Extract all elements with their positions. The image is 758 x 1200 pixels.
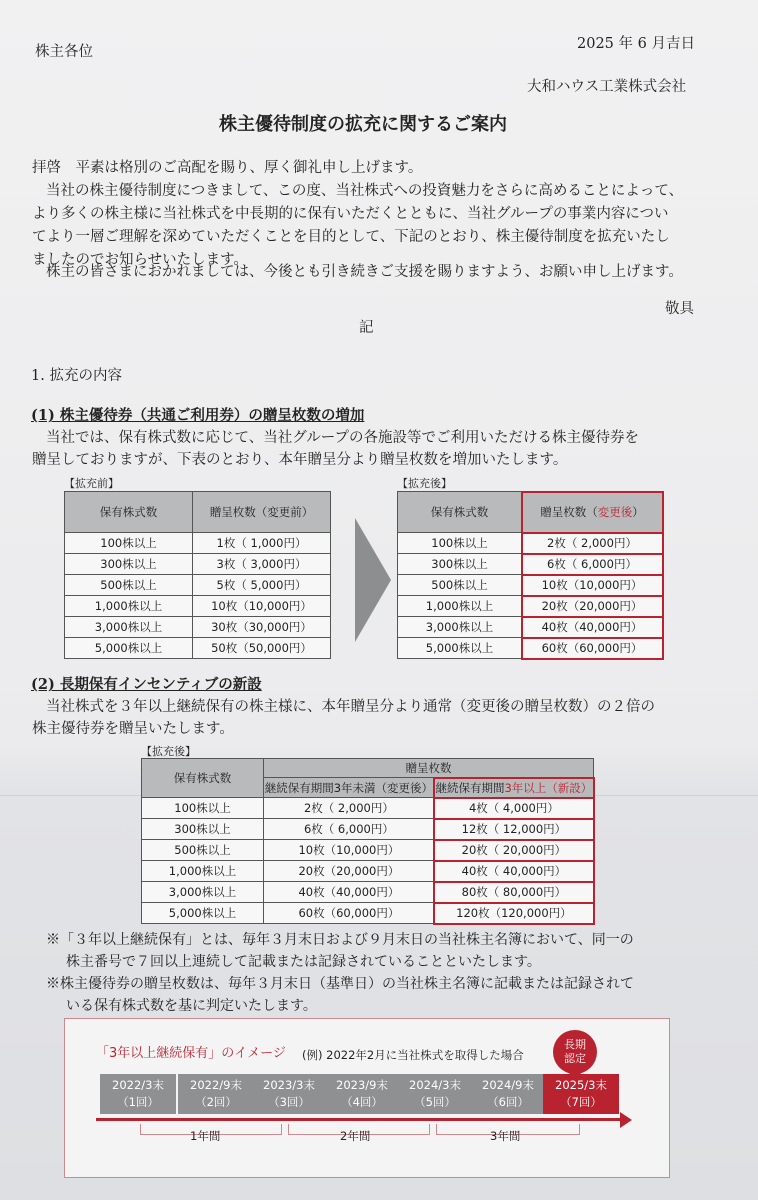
table-row [65, 638, 331, 659]
cell: 5枚（ 5,000円） [193, 575, 331, 596]
step-count: （7回） [560, 1095, 602, 1109]
table-row [65, 575, 331, 596]
timeline-arrow-icon [620, 1112, 632, 1128]
cell: 1,000株以上 [398, 596, 522, 617]
span-label-3: 3年間 [490, 1129, 521, 1143]
cell: 300株以上 [398, 554, 522, 575]
intro-line-1: 拝啓 平素は格別のご高配を賜り、厚く御礼申し上げます。 [32, 160, 423, 176]
header-text: 贈呈枚数（ [540, 505, 598, 519]
arrow-right-icon [355, 518, 391, 642]
subsection-2-heading: (2) 長期保有インセンティブの新設 [31, 676, 262, 693]
intro-line-2: 当社の株主優待制度につきまして、この度、当社株式への投資魅力をさらに高めることによって、 [46, 183, 684, 199]
cell: 300株以上 [142, 819, 264, 840]
addressee: 株主各位 [35, 44, 93, 60]
step-count: （1回） [117, 1095, 159, 1109]
incentive-header-shares: 保有株式数 [142, 759, 264, 798]
subsection-1-line-1: 当社では、保有株式数に応じて、当社グループの各施設等でご利用いただける株主優待券を [46, 430, 640, 446]
table-row [398, 596, 663, 617]
step-1 [100, 1074, 176, 1114]
intro-line-5: ましたのでお知らせいたします。 [32, 252, 248, 268]
section-heading: 1. 拡充の内容 [31, 368, 122, 384]
table-row [398, 638, 663, 659]
after-header-shares: 保有株式数 [398, 492, 522, 533]
table-row [398, 575, 663, 596]
subsection-1-line-2: 贈呈しておりますが、下表のとおり、本年贈呈分より贈呈枚数を増加いたします。 [32, 452, 568, 468]
cell: 100株以上 [65, 533, 193, 554]
table-row [398, 617, 663, 638]
step-7 [543, 1074, 619, 1114]
step-count: （5回） [414, 1095, 456, 1109]
cell: 3,000株以上 [65, 617, 193, 638]
cell: 6枚（ 6,000円） [264, 819, 435, 840]
cell: 5,000株以上 [65, 638, 193, 659]
step-date: 2022/3末 [112, 1078, 164, 1092]
cell: 20枚（20,000円） [522, 596, 663, 617]
illustration-title: 「3年以上継続保有」のイメージ [96, 1046, 286, 1061]
cell: 500株以上 [398, 575, 522, 596]
cell: 10枚（10,000円） [522, 575, 663, 596]
cell: 2枚（ 2,000円） [522, 533, 663, 554]
step-count: （4回） [341, 1095, 383, 1109]
cell: 500株以上 [65, 575, 193, 596]
step-date: 2024/9末 [482, 1078, 534, 1092]
step-date: 2023/3末 [263, 1078, 315, 1092]
cell: 5,000株以上 [398, 638, 522, 659]
subsection-1-heading: (1) 株主優待券（共通ご利用券）の贈呈枚数の増加 [31, 407, 365, 424]
cell: 300株以上 [65, 554, 193, 575]
cell: 1,000株以上 [65, 596, 193, 617]
span-label-2: 2年間 [340, 1129, 371, 1143]
note-2-line-2: いる保有株式数を基に判定いたします。 [66, 998, 317, 1014]
step-2 [178, 1074, 254, 1114]
incentive-header-under3: 継続保有期間3年未満（変更後） [264, 778, 435, 798]
table-row [142, 798, 594, 819]
cell: 6枚（ 6,000円） [522, 554, 663, 575]
note-1-line-2: 株主番号で７回以上連続して記載または記録されていることといたします。 [66, 954, 541, 970]
cell: 120枚（120,000円） [434, 903, 593, 924]
cell: 100株以上 [142, 798, 264, 819]
table-row [142, 861, 594, 882]
step-date: 2025/3末 [555, 1078, 607, 1092]
cell: 3枚（ 3,000円） [193, 554, 331, 575]
cell: 1枚（ 1,000円） [193, 533, 331, 554]
cell: 1,000株以上 [142, 861, 264, 882]
step-5 [397, 1074, 473, 1114]
cell: 50枚（50,000円） [193, 638, 331, 659]
table-row [142, 840, 594, 861]
cell: 40枚（40,000円） [522, 617, 663, 638]
table-row [398, 554, 663, 575]
step-6 [470, 1074, 546, 1114]
cell: 30枚（30,000円） [193, 617, 331, 638]
timeline-line [96, 1118, 622, 1121]
table-row [65, 617, 331, 638]
table-row [65, 554, 331, 575]
after-table-label: 【拡充後】 [397, 477, 452, 490]
badge-line-1: 長期 [564, 1038, 586, 1051]
cell: 500株以上 [142, 840, 264, 861]
note-1-line-1: ※「３年以上継続保有」とは、毎年３月末日および９月末日の当社株主名簿において、同一の [46, 932, 634, 948]
before-table-label: 【拡充前】 [64, 477, 119, 490]
document-title: 株主優待制度の拡充に関するご案内 [219, 114, 507, 135]
cell: 40枚（40,000円） [264, 882, 435, 903]
table-row [65, 533, 331, 554]
step-4 [324, 1074, 400, 1114]
step-count: （3回） [268, 1095, 310, 1109]
cell: 80枚（ 80,000円） [434, 882, 593, 903]
cell: 10枚（10,000円） [193, 596, 331, 617]
table-row [142, 819, 594, 840]
step-3 [251, 1074, 327, 1114]
note-2-line-1: ※株主優待券の贈呈枚数は、毎年３月末日（基準日）の当社株主名簿に記載または記録されて [46, 976, 634, 992]
header-text-red: 変更後 [597, 505, 633, 519]
cell: 60枚（60,000円） [522, 638, 663, 659]
before-table [64, 491, 331, 659]
incentive-header-group: 贈呈枚数 [264, 759, 594, 778]
company-name: 大和ハウス工業株式会社 [527, 79, 687, 95]
after-header-count [522, 492, 663, 533]
incentive-table-label: 【拡充後】 [141, 745, 196, 758]
incentive-header-over3 [434, 778, 593, 798]
step-date: 2022/9末 [190, 1078, 242, 1092]
illustration-example: (例) 2022年2月に当社株式を取得した場合 [302, 1048, 524, 1062]
cell: 10枚（10,000円） [264, 840, 435, 861]
step-count: （6回） [487, 1095, 529, 1109]
table-row [142, 903, 594, 924]
cell: 40枚（ 40,000円） [434, 861, 593, 882]
long-term-badge [553, 1030, 597, 1074]
subsection-2-line-1: 当社株式を３年以上継続保有の株主様に、本年贈呈分より通常（変更後の贈呈枚数）の２倍の [46, 699, 655, 715]
intro-line-4: てより一層ご理解を深めていただくことを目的として、下記のとおり、株主優待制度を拡充いたし [32, 229, 670, 245]
before-header-shares: 保有株式数 [65, 492, 193, 533]
cell: 20枚（20,000円） [264, 861, 435, 882]
after-table [397, 491, 663, 659]
before-header-count: 贈呈枚数（変更前） [193, 492, 331, 533]
incentive-table [141, 758, 594, 924]
table-row [398, 533, 663, 554]
cell: 12枚（ 12,000円） [434, 819, 593, 840]
cell: 20枚（ 20,000円） [434, 840, 593, 861]
cell: 100株以上 [398, 533, 522, 554]
table-row [65, 596, 331, 617]
ki-mark: 記 [359, 320, 374, 336]
subsection-2-line-2: 株主優待券を贈呈いたします。 [32, 721, 234, 737]
cell: 3,000株以上 [142, 882, 264, 903]
date: 2025 年 6 月吉日 [577, 36, 695, 52]
step-date: 2023/9末 [336, 1078, 388, 1092]
cell: 2枚（ 2,000円） [264, 798, 435, 819]
intro-line-3: より多くの株主様に当社株式を中長期的に保有いただくとともに、当社グループの事業内容につい [32, 206, 669, 222]
cell: 4枚（ 4,000円） [434, 798, 593, 819]
intro-line-6: 株主の皆さまにおかれましては、今後とも引き続きご支援を賜りますよう、お願い申し上げます。 [46, 264, 683, 280]
closing-keigu: 敬具 [665, 301, 694, 317]
cell: 5,000株以上 [142, 903, 264, 924]
badge-line-2: 認定 [564, 1052, 586, 1065]
cell: 3,000株以上 [398, 617, 522, 638]
header-text-red: 3年以上（新設） [504, 780, 593, 795]
step-date: 2024/3末 [409, 1078, 461, 1092]
span-label-1: 1年間 [190, 1129, 221, 1143]
cell: 60枚（60,000円） [264, 903, 435, 924]
header-text-end: ） [632, 505, 644, 519]
step-count: （2回） [195, 1095, 237, 1109]
table-row [142, 882, 594, 903]
header-text: 継続保有期間 [435, 780, 505, 795]
